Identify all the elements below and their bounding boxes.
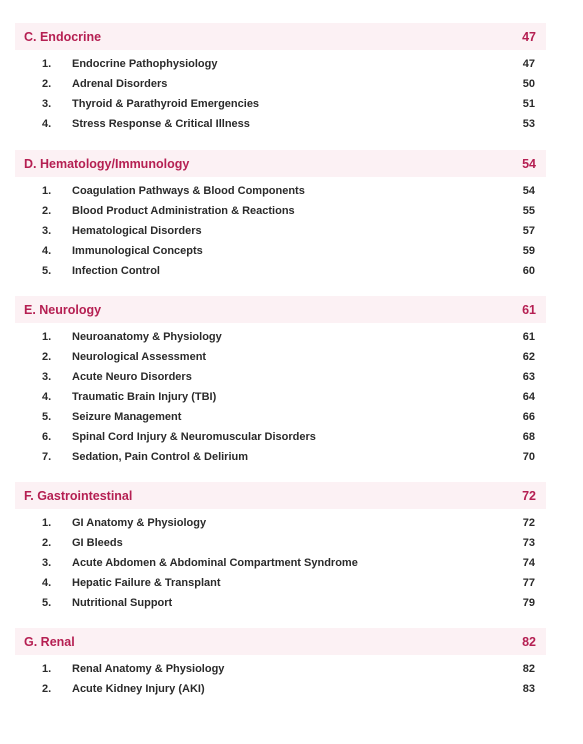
entry-number: 4. xyxy=(42,577,52,589)
toc-entry-list xyxy=(15,659,546,699)
toc-entry[interactable] xyxy=(15,327,546,347)
toc-section-header[interactable] xyxy=(15,296,546,323)
entry-page-number: 77 xyxy=(522,577,535,589)
entry-number: 5. xyxy=(42,411,52,423)
toc-section-gastrointestinal xyxy=(15,482,546,613)
entry-number: 1. xyxy=(42,663,52,675)
entry-title: Blood Product Administration & Reactions xyxy=(72,205,295,217)
entry-title: Adrenal Disorders xyxy=(72,78,168,90)
entry-page-number: 73 xyxy=(522,537,535,549)
toc-entry-list xyxy=(15,54,546,134)
entry-page-number: 61 xyxy=(522,331,535,343)
entry-title: Acute Abdomen & Abdominal Compartment Syndrome xyxy=(72,557,358,569)
entry-title: GI Anatomy & Physiology xyxy=(72,517,207,529)
entry-number: 4. xyxy=(42,118,52,130)
entry-page-number: 51 xyxy=(522,98,535,110)
entry-number: 3. xyxy=(42,557,52,569)
entry-title: Renal Anatomy & Physiology xyxy=(72,663,225,675)
toc-section-renal xyxy=(15,628,546,699)
section-page-number: 82 xyxy=(522,634,536,649)
entry-page-number: 63 xyxy=(522,371,535,383)
entry-title: Coagulation Pathways & Blood Components xyxy=(72,185,305,197)
entry-number: 3. xyxy=(42,98,52,110)
entry-page-number: 55 xyxy=(522,205,535,217)
entry-number: 1. xyxy=(42,58,52,70)
entry-title: GI Bleeds xyxy=(72,537,123,549)
toc-entry[interactable] xyxy=(15,74,546,94)
toc-entry-list xyxy=(15,327,546,467)
entry-title: Immunological Concepts xyxy=(72,245,203,257)
section-title: C. Endocrine xyxy=(24,29,102,44)
entry-title: Nutritional Support xyxy=(72,597,173,609)
entry-title: Hepatic Failure & Transplant xyxy=(72,577,221,589)
toc-entry[interactable] xyxy=(15,407,546,427)
entry-title: Acute Neuro Disorders xyxy=(72,371,192,383)
entry-title: Neurological Assessment xyxy=(72,351,207,363)
entry-number: 2. xyxy=(42,78,52,90)
toc-entry[interactable] xyxy=(15,533,546,553)
entry-page-number: 54 xyxy=(522,185,535,197)
section-page-number: 61 xyxy=(522,302,536,317)
entry-title: Stress Response & Critical Illness xyxy=(72,118,250,130)
entry-number: 2. xyxy=(42,351,52,363)
entry-title: Infection Control xyxy=(72,265,160,277)
toc-section-header[interactable] xyxy=(15,482,546,509)
toc-section-header[interactable] xyxy=(15,628,546,655)
entry-page-number: 70 xyxy=(522,451,535,463)
entry-page-number: 53 xyxy=(522,118,535,130)
entry-title: Sedation, Pain Control & Delirium xyxy=(72,451,249,463)
toc-section-endocrine xyxy=(15,23,546,134)
entry-page-number: 47 xyxy=(522,58,535,70)
entry-title: Seizure Management xyxy=(72,411,182,423)
entry-page-number: 50 xyxy=(522,78,535,90)
toc-entry[interactable] xyxy=(15,513,546,533)
toc-entry[interactable] xyxy=(15,94,546,114)
toc-entry[interactable] xyxy=(15,201,546,221)
entry-number: 1. xyxy=(42,331,52,343)
toc-entry[interactable] xyxy=(15,387,546,407)
toc-entry-list xyxy=(15,513,546,613)
toc-entry[interactable] xyxy=(15,181,546,201)
entry-page-number: 82 xyxy=(522,663,535,675)
toc-entry[interactable] xyxy=(15,347,546,367)
entry-number: 2. xyxy=(42,205,52,217)
entry-page-number: 66 xyxy=(522,411,535,423)
entry-number: 2. xyxy=(42,537,52,549)
section-title: E. Neurology xyxy=(24,302,102,317)
toc-entry[interactable] xyxy=(15,114,546,134)
section-title: G. Renal xyxy=(24,634,75,649)
toc-entry[interactable] xyxy=(15,261,546,281)
section-page-number: 54 xyxy=(522,156,536,171)
entry-number: 5. xyxy=(42,265,52,277)
toc-entry[interactable] xyxy=(15,427,546,447)
entry-number: 1. xyxy=(42,517,52,529)
toc-section-header[interactable] xyxy=(15,23,546,50)
entry-number: 6. xyxy=(42,431,52,443)
entry-number: 7. xyxy=(42,451,52,463)
entry-page-number: 62 xyxy=(522,351,535,363)
entry-page-number: 79 xyxy=(522,597,535,609)
entry-title: Neuroanatomy & Physiology xyxy=(72,331,222,343)
entry-page-number: 74 xyxy=(522,557,535,569)
entry-title: Traumatic Brain Injury (TBI) xyxy=(72,391,217,403)
entry-number: 4. xyxy=(42,391,52,403)
entry-number: 5. xyxy=(42,597,52,609)
toc-entry[interactable] xyxy=(15,659,546,679)
entry-page-number: 60 xyxy=(522,265,535,277)
toc-entry[interactable] xyxy=(15,221,546,241)
toc-entry[interactable] xyxy=(15,553,546,573)
entry-number: 2. xyxy=(42,683,52,695)
entry-number: 1. xyxy=(42,185,52,197)
section-page-number: 47 xyxy=(522,29,536,44)
entry-number: 3. xyxy=(42,225,52,237)
entry-title: Endocrine Pathophysiology xyxy=(72,58,218,70)
toc-section-neurology xyxy=(15,296,546,467)
entry-page-number: 57 xyxy=(522,225,535,237)
toc-entry-list xyxy=(15,181,546,281)
toc-entry[interactable] xyxy=(15,573,546,593)
toc-entry[interactable] xyxy=(15,241,546,261)
entry-title: Spinal Cord Injury & Neuromuscular Disorders xyxy=(72,431,316,443)
entry-page-number: 72 xyxy=(522,517,535,529)
toc-section-header[interactable] xyxy=(15,150,546,177)
entry-page-number: 59 xyxy=(522,245,535,257)
toc-section-hematology-immunology xyxy=(15,150,546,281)
entry-title: Acute Kidney Injury (AKI) xyxy=(72,683,205,695)
section-title: F. Gastrointestinal xyxy=(24,488,133,503)
toc-entry[interactable] xyxy=(15,593,546,613)
toc-entry[interactable] xyxy=(15,679,546,699)
entry-number: 3. xyxy=(42,371,52,383)
entry-title: Thyroid & Parathyroid Emergencies xyxy=(72,98,260,110)
toc-entry[interactable] xyxy=(15,367,546,387)
section-page-number: 72 xyxy=(522,488,536,503)
entry-page-number: 83 xyxy=(522,683,535,695)
toc-entry[interactable] xyxy=(15,447,546,467)
entry-title: Hematological Disorders xyxy=(72,225,202,237)
entry-page-number: 64 xyxy=(522,391,535,403)
section-title: D. Hematology/Immunology xyxy=(24,156,190,171)
toc-entry[interactable] xyxy=(15,54,546,74)
entry-page-number: 68 xyxy=(522,431,535,443)
entry-number: 4. xyxy=(42,245,52,257)
